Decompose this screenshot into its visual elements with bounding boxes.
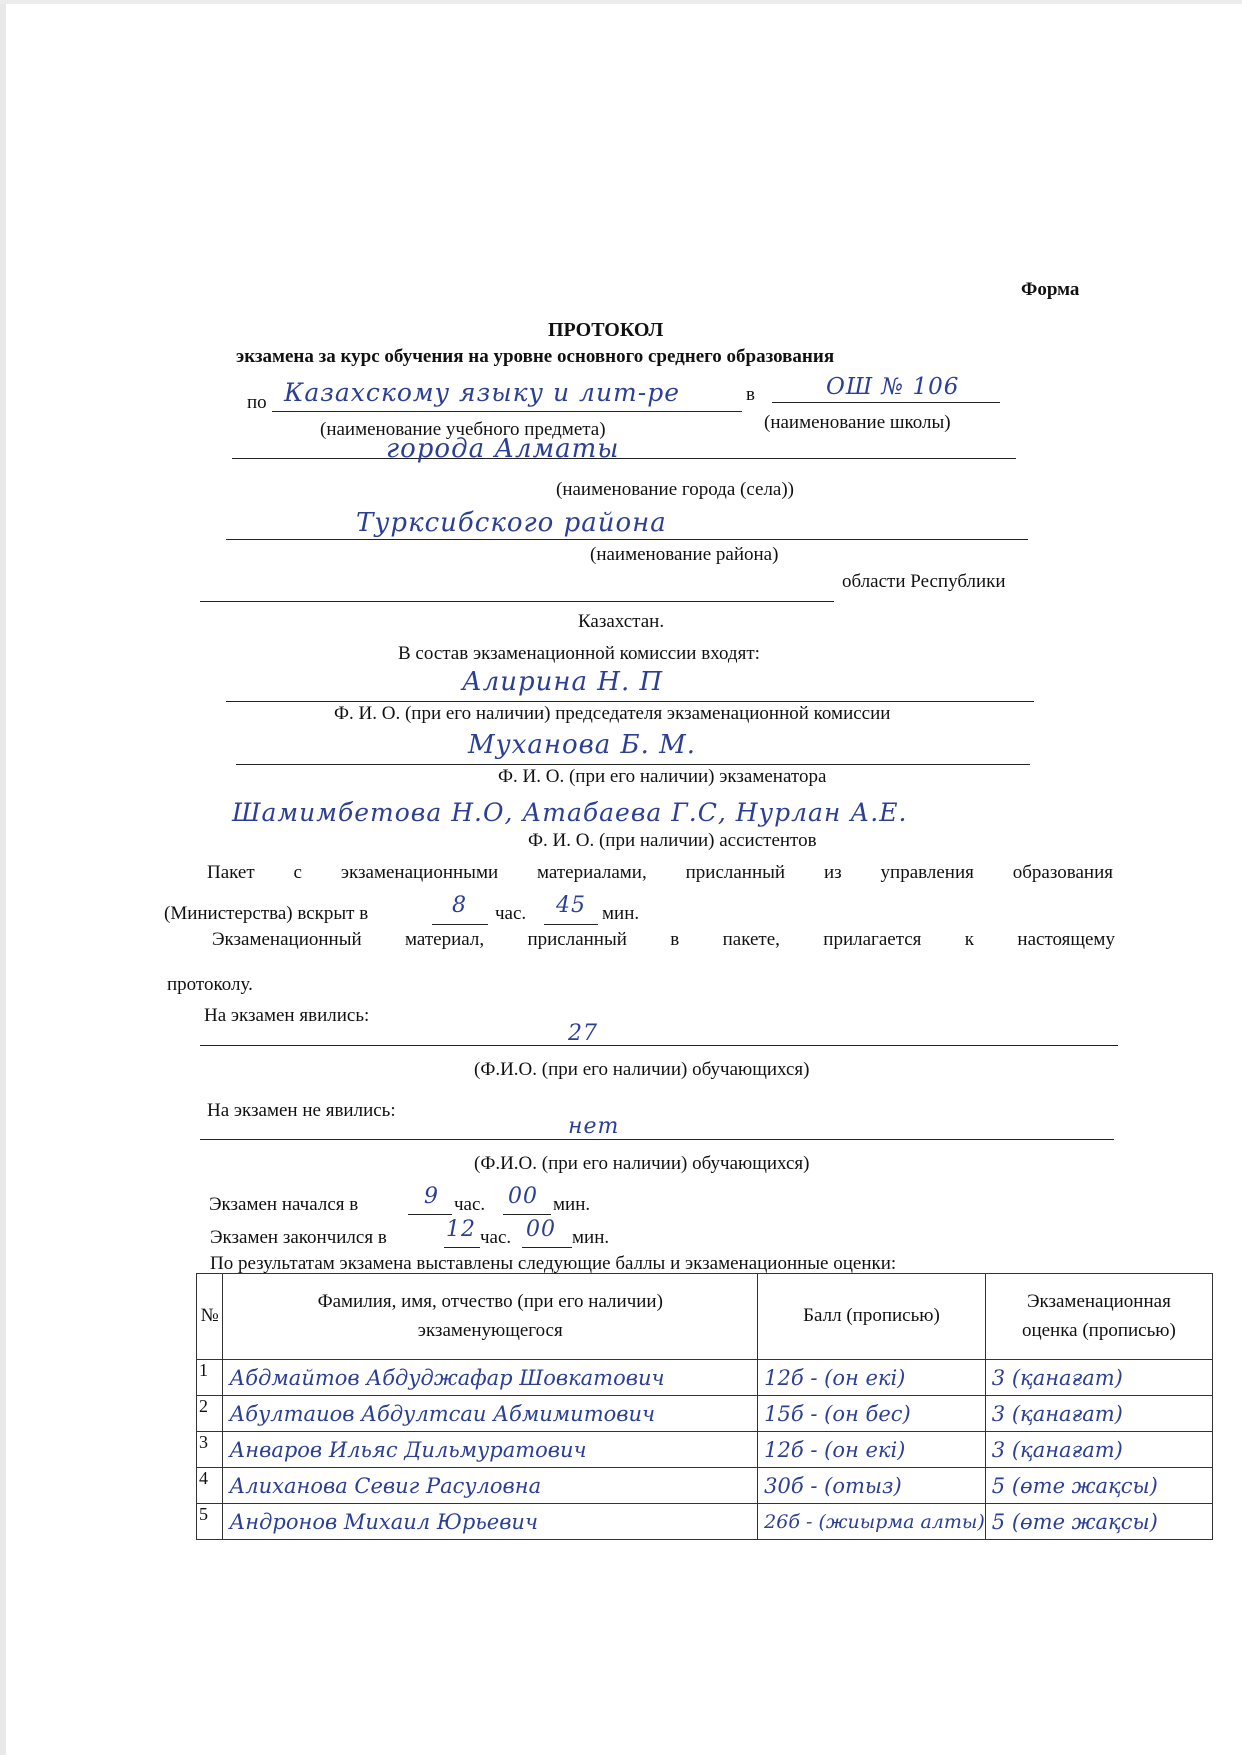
school-underline [772, 402, 1000, 403]
header-name-line-1: Фамилия, имя, отчество (при его наличии) [317, 1291, 663, 1312]
appeared-handwritten: 27 [568, 1021, 598, 1046]
absent-label: На экзамен не явились: [207, 1100, 396, 1121]
row-number: 2 [197, 1396, 223, 1432]
examiner-caption: Ф. И. О. (при его наличии) экзаменатора [498, 766, 827, 787]
row-grade: 5 (өте жақсы) [985, 1504, 1212, 1540]
results-table [196, 1273, 1213, 1540]
material-word: Экзаменационный [212, 929, 362, 950]
city-underline [232, 458, 1016, 459]
material-word: присланный [527, 929, 627, 950]
material-word: прилагается [823, 929, 922, 950]
material-word: материал, [405, 929, 485, 950]
start-min-handwritten: 00 [508, 1184, 538, 1209]
header-name [223, 1274, 758, 1360]
header-grade [985, 1274, 1212, 1360]
material-word: пакете, [722, 929, 780, 950]
table-row [197, 1432, 1213, 1468]
start-hour-handwritten: 9 [424, 1184, 439, 1209]
end-label: Экзамен закончился в [210, 1227, 387, 1248]
material-line-2: протоколу. [167, 974, 253, 995]
header-grade-line-2: оценка (прописью) [1021, 1319, 1176, 1341]
packet-word: Пакет [207, 862, 255, 883]
packet-min-underline [544, 924, 598, 925]
row-grade: 3 (қанағат) [985, 1432, 1212, 1468]
absent-caption: (Ф.И.О. (при его наличии) обучающихся) [474, 1153, 810, 1174]
row-student-name: Абдмайтов Абдуджафар Шовкатович [223, 1360, 758, 1396]
district-handwritten: Турксибского района [356, 508, 667, 538]
packet-word: материалами, [537, 862, 647, 883]
packet-min-handwritten: 45 [556, 893, 586, 918]
school-handwritten: ОШ № 106 [826, 374, 960, 400]
packet-word: с [293, 862, 302, 883]
assistants-caption: Ф. И. О. (при наличии) ассистентов [528, 830, 817, 851]
header-name-line-2: экзаменующегося [417, 1319, 563, 1341]
table-row [197, 1468, 1213, 1504]
row-grade: 5 (өте жақсы) [985, 1468, 1212, 1504]
appeared-caption: (Ф.И.О. (при его наличии) обучающихся) [474, 1059, 810, 1080]
packet-hour-handwritten: 8 [452, 893, 467, 918]
city-handwritten: города Алматы [386, 434, 620, 464]
subject-prefix: по [247, 392, 267, 413]
document-subtitle: экзамена за курс обучения на уровне основного среднего образования [236, 346, 835, 367]
end-hour-handwritten: 12 [446, 1217, 476, 1242]
table-header-row [197, 1274, 1213, 1360]
subject-handwritten: Казахскому языку и лит-ре [284, 378, 680, 407]
row-number: 5 [197, 1504, 223, 1540]
assistants-handwritten: Шамимбетова Н.О, Атабаева Г.С, Нурлан А.Е. [232, 798, 908, 827]
start-label: Экзамен начался в [209, 1194, 359, 1215]
table-row [197, 1504, 1213, 1540]
subject-underline [272, 411, 742, 412]
city-caption: (наименование города (села)) [556, 479, 795, 500]
chair-caption: Ф. И. О. (при его наличии) председателя экзаменационной комиссии [334, 703, 891, 724]
row-score: 12б - (он екі) [758, 1360, 986, 1396]
appeared-label: На экзамен явились: [204, 1005, 370, 1026]
start-hour-label: час. [454, 1194, 486, 1215]
header-number: № [197, 1274, 223, 1360]
packet-line-1 [207, 863, 1113, 882]
packet-word: присланный [685, 862, 786, 883]
school-caption: (наименование школы) [764, 412, 951, 433]
scan-edge-shadow [0, 0, 6, 1755]
material-word: настоящему [1017, 929, 1115, 950]
start-min-underline [503, 1214, 551, 1215]
row-score: 15б - (он бес) [758, 1396, 986, 1432]
district-caption: (наименование района) [590, 544, 779, 565]
packet-line-2-text: (Министерства) вскрыт в [164, 903, 369, 924]
row-number: 4 [197, 1468, 223, 1504]
subject-caption: (наименование учебного предмета) [320, 419, 606, 440]
packet-hour-label: час. [495, 903, 527, 924]
document-title: ПРОТОКОЛ [548, 319, 664, 341]
absent-underline [200, 1139, 1114, 1140]
table-row [197, 1360, 1213, 1396]
material-line-1 [212, 930, 1115, 949]
row-score: 12б - (он екі) [758, 1432, 986, 1468]
form-label: Форма [1021, 279, 1080, 300]
region-underline [200, 601, 834, 602]
absent-handwritten: нет [568, 1114, 620, 1139]
district-underline [226, 539, 1028, 540]
examiner-handwritten: Муханова Б. М. [468, 730, 697, 760]
row-number: 3 [197, 1432, 223, 1468]
country-name: Казахстан. [578, 611, 665, 632]
packet-hour-underline [432, 924, 488, 925]
packet-word: экзаменационными [340, 862, 499, 883]
end-hour-label: час. [480, 1227, 512, 1248]
packet-min-label: мин. [602, 903, 640, 924]
row-score: 30б - (отыз) [758, 1468, 986, 1504]
start-hour-underline [408, 1214, 452, 1215]
row-score: 26б - (жиырма алты) [758, 1504, 986, 1540]
results-intro: По результатам экзамена выставлены следующие баллы и экзаменационные оценки: [210, 1253, 897, 1274]
row-student-name: Андронов Михаил Юрьевич [223, 1504, 758, 1540]
chair-underline [226, 701, 1034, 702]
row-grade: 3 (қанағат) [985, 1396, 1212, 1432]
scan-top-shadow [0, 0, 1242, 4]
row-student-name: Алиханова Севиг Расуловна [223, 1468, 758, 1504]
commission-intro: В состав экзаменационной комиссии входят: [398, 643, 760, 664]
end-hour-underline [444, 1247, 480, 1248]
chair-handwritten: Алирина Н. П [462, 667, 664, 697]
subject-mid: в [746, 384, 755, 405]
row-number: 1 [197, 1360, 223, 1396]
end-min-handwritten: 00 [526, 1217, 556, 1242]
row-student-name: Анваров Ильяс Дильмуратович [223, 1432, 758, 1468]
examiner-underline [236, 764, 1030, 765]
header-score: Балл (прописью) [758, 1274, 986, 1360]
row-student-name: Абултаиов Абдултсаи Абмимитович [223, 1396, 758, 1432]
table-row [197, 1396, 1213, 1432]
end-min-underline [522, 1247, 572, 1248]
region-suffix: области Республики [842, 571, 1006, 592]
end-min-label: мин. [572, 1227, 610, 1248]
packet-word: управления [880, 862, 974, 883]
packet-word: из [823, 862, 842, 883]
material-word: к [964, 929, 975, 950]
packet-word: образования [1012, 862, 1113, 883]
header-grade-line-1: Экзаменационная [1026, 1291, 1171, 1312]
row-grade: 3 (қанағат) [985, 1360, 1212, 1396]
appeared-underline [200, 1045, 1118, 1046]
start-min-label: мин. [553, 1194, 591, 1215]
material-word: в [670, 929, 680, 950]
